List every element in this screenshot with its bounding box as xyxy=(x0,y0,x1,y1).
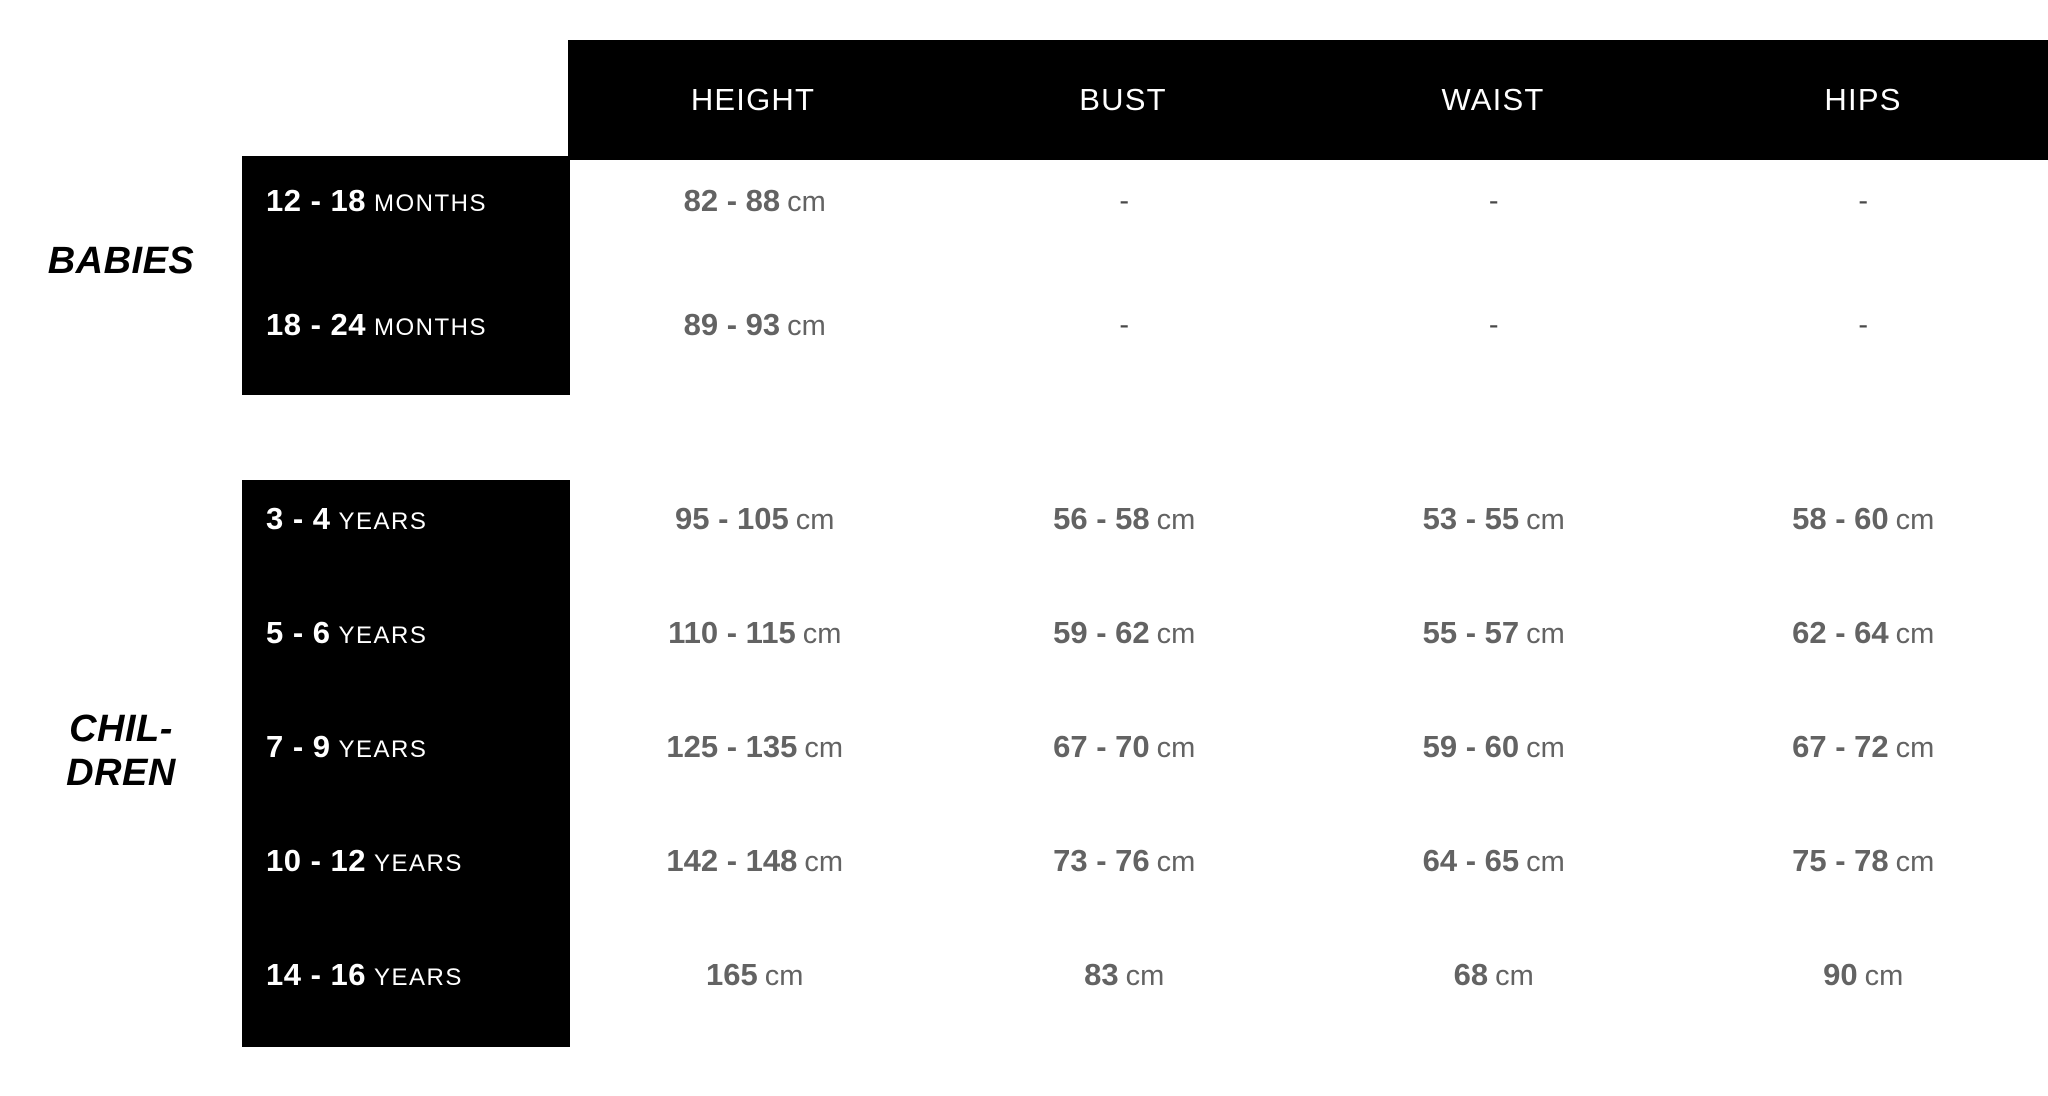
cell-bust xyxy=(940,501,1310,537)
size-label xyxy=(242,843,570,879)
cell-hips-unit: cm xyxy=(1895,504,1935,536)
cell-bust-unit: cm xyxy=(1156,618,1196,650)
size-label xyxy=(242,729,570,765)
group-title-babies-line-1: BABIES xyxy=(47,240,195,282)
cell-height-unit: cm xyxy=(804,846,844,878)
column-header-waist: WAIST xyxy=(1441,82,1545,117)
cell-bust-unit: cm xyxy=(1156,846,1196,878)
cell-bust xyxy=(940,615,1310,651)
cell-hips-value: 58 - 60 xyxy=(1792,501,1889,536)
cell-hips-unit: cm xyxy=(1895,846,1935,878)
cell-bust-value: 56 - 58 xyxy=(1053,501,1150,536)
group-title-babies xyxy=(0,240,242,284)
cell-height-value: 142 - 148 xyxy=(666,843,798,878)
cell-waist xyxy=(1309,309,1679,342)
size-unit: YEARS xyxy=(338,622,428,649)
cell-bust-value: 59 - 62 xyxy=(1053,615,1150,650)
cell-hips xyxy=(1679,729,2048,765)
cell-waist-unit: cm xyxy=(1526,846,1565,878)
cell-waist xyxy=(1309,185,1679,218)
cell-waist-value: 55 - 57 xyxy=(1422,615,1520,650)
cell-waist xyxy=(1309,957,1679,993)
cell-height-unit: cm xyxy=(804,732,844,764)
cell-waist-unit: cm xyxy=(1526,618,1565,650)
cell-waist xyxy=(1309,615,1679,651)
cell-bust-value: - xyxy=(1119,308,1130,341)
size-number: 7 - 9 xyxy=(266,729,331,764)
cell-height xyxy=(570,501,940,537)
cell-waist xyxy=(1309,729,1679,765)
cell-bust xyxy=(940,843,1310,879)
cell-height-value: 125 - 135 xyxy=(666,729,798,764)
cell-height-value: 110 - 115 xyxy=(668,615,796,650)
cell-hips xyxy=(1679,615,2048,651)
cell-waist-value: - xyxy=(1488,184,1499,217)
size-label xyxy=(242,501,570,537)
size-label xyxy=(242,307,570,343)
size-number: 18 - 24 xyxy=(266,307,367,342)
table-row xyxy=(242,838,2048,884)
cell-bust-value: - xyxy=(1119,184,1130,217)
cell-waist-unit: cm xyxy=(1526,504,1565,536)
group-title-children-line-2: DREN xyxy=(66,751,176,794)
cell-hips-value: 75 - 78 xyxy=(1792,843,1889,878)
cell-hips-unit: cm xyxy=(1895,618,1935,650)
cell-waist-value: 53 - 55 xyxy=(1422,501,1520,536)
cell-height xyxy=(570,957,940,993)
cell-hips-unit: cm xyxy=(1895,732,1935,764)
group-title-children-line-1: CHIL- xyxy=(69,708,173,750)
cell-waist xyxy=(1309,843,1679,879)
cell-bust-unit: cm xyxy=(1156,504,1196,536)
cell-bust xyxy=(940,309,1310,342)
size-unit: YEARS xyxy=(374,964,463,991)
cell-height xyxy=(570,615,940,651)
cell-hips xyxy=(1679,957,2048,993)
cell-height-unit: cm xyxy=(787,186,826,218)
cell-height xyxy=(570,307,940,343)
size-label xyxy=(242,957,570,993)
size-number: 12 - 18 xyxy=(266,183,367,218)
cell-bust-unit: cm xyxy=(1125,960,1165,992)
cell-hips xyxy=(1679,309,2048,342)
size-number: 3 - 4 xyxy=(266,501,331,536)
cell-bust-value: 83 xyxy=(1084,957,1119,992)
cell-waist-value: 59 - 60 xyxy=(1422,729,1520,764)
size-number: 14 - 16 xyxy=(266,957,367,992)
cell-height-unit: cm xyxy=(802,618,842,650)
table-row xyxy=(242,952,2048,998)
cell-height xyxy=(570,843,940,879)
cell-hips-value: - xyxy=(1858,308,1869,341)
cell-hips-value: 62 - 64 xyxy=(1792,615,1889,650)
cell-height-unit: cm xyxy=(764,960,804,992)
cell-hips-value: - xyxy=(1858,184,1869,217)
size-unit: YEARS xyxy=(338,508,428,535)
size-label xyxy=(242,183,570,219)
table-row xyxy=(242,302,2048,348)
group-title-children xyxy=(0,708,242,795)
cell-height-value: 165 xyxy=(706,957,758,992)
cell-height-unit: cm xyxy=(795,504,835,536)
cell-hips xyxy=(1679,185,2048,218)
cell-waist-unit: cm xyxy=(1526,732,1565,764)
cell-height-value: 95 - 105 xyxy=(675,501,789,536)
cell-height-value: 89 - 93 xyxy=(683,307,781,342)
cell-height-value: 82 - 88 xyxy=(683,183,781,218)
column-header-height: HEIGHT xyxy=(690,82,816,117)
cell-bust xyxy=(940,957,1310,993)
size-unit: YEARS xyxy=(374,850,463,877)
cell-waist-value: - xyxy=(1488,308,1499,341)
size-unit: MONTHS xyxy=(374,314,488,341)
cell-hips-value: 67 - 72 xyxy=(1792,729,1889,764)
cell-height-unit: cm xyxy=(787,310,826,342)
cell-bust-unit: cm xyxy=(1156,732,1196,764)
column-header-bust: BUST xyxy=(1079,82,1167,117)
cell-hips xyxy=(1679,501,2048,537)
table-row xyxy=(242,724,2048,770)
table-row xyxy=(242,610,2048,656)
table-header xyxy=(568,40,2048,160)
cell-bust-value: 67 - 70 xyxy=(1053,729,1150,764)
cell-hips xyxy=(1679,843,2048,879)
cell-waist-unit: cm xyxy=(1495,960,1534,992)
cell-hips-unit: cm xyxy=(1864,960,1904,992)
cell-waist-value: 68 xyxy=(1453,957,1489,992)
column-header-hips: HIPS xyxy=(1824,82,1902,117)
table-row xyxy=(242,178,2048,224)
size-unit: YEARS xyxy=(338,736,428,763)
cell-bust xyxy=(940,185,1310,218)
size-unit: MONTHS xyxy=(374,190,488,217)
cell-bust-value: 73 - 76 xyxy=(1053,843,1150,878)
cell-waist-value: 64 - 65 xyxy=(1422,843,1520,878)
cell-hips-value: 90 xyxy=(1823,957,1858,992)
cell-height xyxy=(570,183,940,219)
cell-height xyxy=(570,729,940,765)
table-row xyxy=(242,496,2048,542)
size-label xyxy=(242,615,570,651)
cell-waist xyxy=(1309,501,1679,537)
size-number: 5 - 6 xyxy=(266,615,331,650)
cell-bust xyxy=(940,729,1310,765)
size-number: 10 - 12 xyxy=(266,843,367,878)
